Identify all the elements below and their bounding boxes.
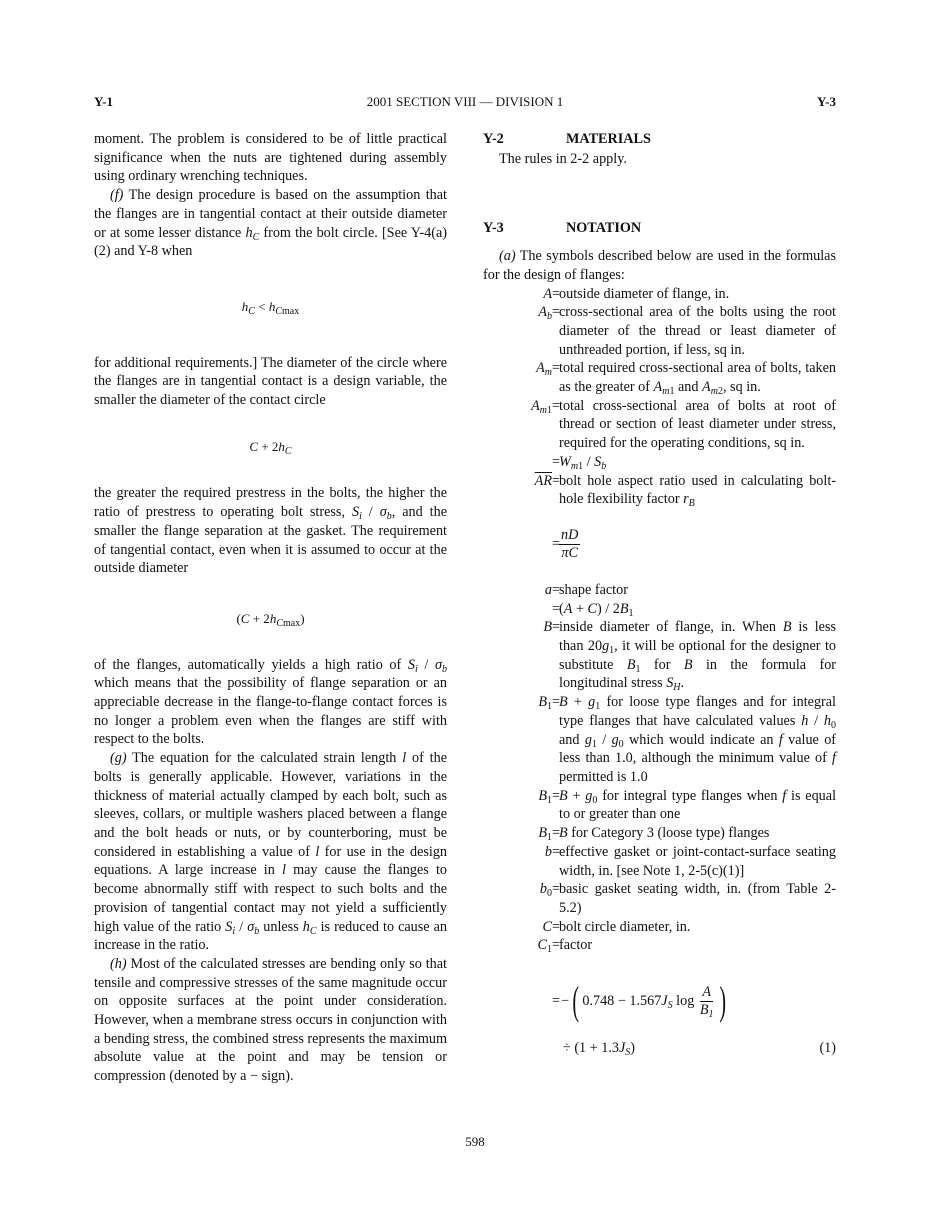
notation-b0: $b_0$ = basic gasket seating width, in. (from Table 2-5.2) <box>539 881 836 916</box>
notation-b: b = effective gasket or joint-contact-surface seating width, in. [see Note 1, 2-5(c)(1)] <box>544 843 836 879</box>
notation-a-eq: = $(A + C) / 2B_1$ <box>552 600 634 619</box>
equation-number: (1) <box>819 1040 836 1057</box>
notation-B: B = inside diameter of flange, in. When B is less than $20g_1$, it will be optional for the designer to substitute $B_1$ for B in the formula for longitudinal stress $S_H$. <box>543 619 837 694</box>
page-number: 598 <box>465 1134 485 1149</box>
notation-C1-formula: = − ( 0.748 − 1.567 $J_S$ log $\frac{A}{B_1}$ ) <box>552 978 726 1024</box>
paragraph-ratio: of the flanges, automatically yields a high ratio of $S_i / \sigma_b$ which means that the possibility of flange separation or an appreciable decrease in the flange-to-flange contact forces is no longer a problem even when the flanges are stiff with respect to the bolts. <box>94 656 448 748</box>
paragraph-contact-circle: for additional requirements.] The diameter of the circle where the flanges are in tangential contact is a design variable, the smaller the diameter of the contact circle <box>94 354 447 409</box>
paragraph-moment: moment. The problem is considered to be of little practical significance when the nuts are tightened during assembly using ordinary wrenching techniques. <box>94 131 447 185</box>
header-right: Y-3 <box>816 94 836 109</box>
header-left: Y-1 <box>94 94 114 109</box>
notation-Am1-eq: = $W_{m1} / S_b$ <box>552 453 607 472</box>
paragraph-f: (f) The design procedure is based on the assumption that the flanges are in tangential contact at their outside diameter or at some lesser distance $h_C$ from the bolt circle. [See Y-4(a)(2) and Y-8 when <box>94 187 448 260</box>
section-y3-heading: Y-3 NOTATION <box>483 220 642 237</box>
notation-B1-loose: $B_1$ = $B + g_1$ for loose type flanges and for integral type flanges that have calculated values h / $h_0$ and $g_1 / g_0$ which would indicate an f value of less than 1.0, although the minimum value of f permitted is 1.0 <box>538 694 837 785</box>
notation-AR-formula: = $\frac{nD}{\pi C}$ <box>552 526 579 561</box>
paragraph-notation-intro: (a) The symbols described below are used in the formulas for the design of flanges: <box>483 248 837 283</box>
paragraph-g: (g) The equation for the calculated strain length l of the bolts is generally applicable. However, variations in the thickness of material actually clamped by each bolt, such as sleeves, collars, or multiple washers placed between a flange and the bolt heads or nuts, or by counterboring, must be considered in establishing a value of l for use in the design equations. A large increase in l may cause the flanges to become abnormally stiff with respect to such bolts and the provision of tangential contact may not yield a sufficiently high value of the ratio $S_i / \sigma_b$ unless $h_C$ is reduced to cause an increase in the ratio. <box>94 750 448 954</box>
notation-B1-category3: $B_1$ = B for Category 3 (loose type) flanges <box>538 825 770 844</box>
notation-a: a = shape factor <box>544 581 628 598</box>
notation-Ab: $A_b$ = cross-sectional area of the bolts using the root diameter of the thread or least diameter of unthreaded portion, if less, sq in. <box>538 304 836 358</box>
notation-C1-divisor: ÷ $(1 + 1.3J_S)$ (1) <box>563 1040 836 1059</box>
notation-Am1: $A_{m1}$ = total cross-sectional area of bolts at root of thread or section of least diameter under stress, required for the operating conditions, sq in. <box>531 397 836 452</box>
equation-c-2hc: $C + 2h_C$ <box>249 438 292 457</box>
notation-Am: $A_m$ = total required cross-sectional area of bolts, taken as the greater of $A_{m1}$ and $A_{m2}$, sq in. <box>536 360 836 398</box>
left-column <box>94 130 447 1086</box>
running-header <box>94 94 836 112</box>
section-y2-heading: Y-2 MATERIALS <box>483 131 651 147</box>
paragraph-materials: The rules in 2-2 apply. <box>499 150 627 167</box>
right-column <box>483 130 836 1058</box>
header-center: 2001 SECTION VIII — DIVISION 1 <box>366 94 564 109</box>
equation-hc-less-hcmax: $h_C < h_{Cmax}$ <box>241 298 300 317</box>
notation-AR: $\overline{AR}$ = bolt hole aspect ratio used in calculating bolt-hole flexibility factor $r_B$ <box>534 472 836 510</box>
paragraph-h: (h) Most of the calculated stresses are bending only so that tensile and compressive stresses of the same magnitude occur on opposite surfaces at the point under consideration. However, when a membrane stress occurs in conjunction with a bending stress, the combined stress represents the maximum absolute value at the point and may be tension or compression (denoted by a − sign). <box>94 955 447 1085</box>
notation-C1: $C_1$ = factor <box>537 937 593 956</box>
equation-c-2hcmax: $(C + 2h_{Cmax})$ <box>236 610 305 629</box>
notation-A: A = outside diameter of flange, in. <box>543 285 730 302</box>
paragraph-prestress: the greater the required prestress in the bolts, the higher the ratio of prestress to operating bolt stress, $S_i / \sigma_b$, and the smaller the flange separation at the gasket. The requirement of tangential contact, even when it is assumed to occur at the outside diameter <box>94 485 448 577</box>
notation-B1-integral: $B_1$ = $B + g_0$ for integral type flanges when f is equal to or greater than one <box>538 787 837 823</box>
notation-C: C = bolt circle diameter, in. <box>542 918 691 935</box>
